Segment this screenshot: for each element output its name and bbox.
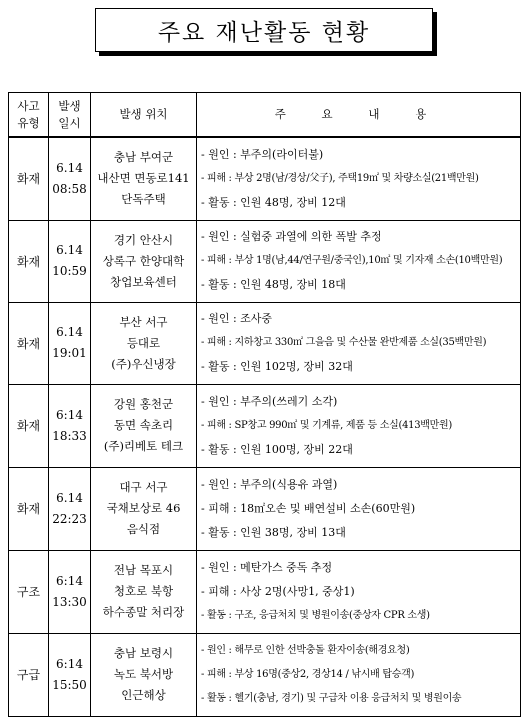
table-row <box>9 467 521 550</box>
cause-line: - 원인 : 부주의(식용유 과열) <box>201 477 338 491</box>
table-row <box>9 220 521 302</box>
incident-content <box>197 302 521 384</box>
table-row <box>9 384 521 467</box>
incident-type: 구조 <box>9 550 49 633</box>
incident-date: 6.14 08:58 <box>49 137 91 220</box>
incident-location: 강원 홍천군 동면 속초리 (주)리베토 테크 <box>91 384 197 467</box>
cause-line: - 원인 : 메탄가스 중독 추정 <box>201 560 333 574</box>
cause-line: - 원인 : 실험중 과열에 의한 폭발 추정 <box>201 230 382 243</box>
activity-line: - 활동 : 구조, 응급처치 및 병원이송(중상자 CPR 소생) <box>201 609 430 621</box>
cause-line: - 원인 : 부주의(라이터불) <box>201 147 324 161</box>
activity-line: - 활동 : 인원 102명, 장비 32대 <box>201 360 353 373</box>
incident-content <box>197 550 521 633</box>
incident-location: 충남 보령시 녹도 북서방 인근해상 <box>91 633 197 716</box>
damage-line: - 피해 : 부상 2명(남/경상/父子), 주택19㎡ 및 차량소실(21백만원) <box>201 172 479 184</box>
table-row <box>9 137 521 220</box>
cause-line: - 원인 : 부주의(쓰레기 소각) <box>201 394 338 408</box>
incident-content <box>197 220 521 302</box>
incident-location: 충남 부여군 내산면 면동로141 단독주택 <box>91 137 197 220</box>
damage-line: - 피해 : 부상 16명(중상2, 경상14 / 낚시배 탑승객) <box>201 668 415 680</box>
incident-type: 화재 <box>9 302 49 384</box>
incident-date: 6.14 22:23 <box>49 467 91 550</box>
table-header-row <box>9 93 521 138</box>
header-type: 사고 유형 <box>9 93 49 138</box>
incident-location: 대구 서구 국채보상로 46 음식점 <box>91 467 197 550</box>
incident-content <box>197 633 521 716</box>
incident-location: 전남 목포시 청호로 북항 하수종말 처리장 <box>91 550 197 633</box>
incident-location: 부산 서구 등대로 (주)우신냉장 <box>91 302 197 384</box>
table-row <box>9 633 521 716</box>
activity-line: - 활동 : 인원 48명, 장비 12대 <box>201 195 346 209</box>
incident-date: 6.14 10:59 <box>49 220 91 302</box>
incident-location: 경기 안산시 상록구 한양대학 창업보육센터 <box>91 220 197 302</box>
damage-line: - 피해 : SP창고 990㎡ 및 기계류, 제품 등 소실(413백만원) <box>201 419 452 431</box>
header-date: 발생 일시 <box>49 93 91 138</box>
cause-line: - 원인 : 해무로 인한 선박충돌 환자이송(해경요청) <box>201 644 410 656</box>
damage-line: - 피해 : 부상 1명(남,44/연구원/중국인),10㎡ 및 기자재 소손(10백만원) <box>201 255 503 266</box>
table-row <box>9 302 521 384</box>
incident-date: 6:14 18:33 <box>49 384 91 467</box>
table-row <box>9 550 521 633</box>
header-content: 주 요 내 용 <box>197 93 521 138</box>
damage-line: - 피해 : 지하창고 330㎡ 그을음 및 수산물 완반제품 소실(35백만원) <box>201 337 487 348</box>
incident-type: 구급 <box>9 633 49 716</box>
incident-content <box>197 137 521 220</box>
damage-line: - 피해 : 18㎡오손 및 배연설비 소손(60만원) <box>201 501 416 515</box>
incident-type: 화재 <box>9 220 49 302</box>
incident-content <box>197 384 521 467</box>
incident-type: 화재 <box>9 467 49 550</box>
incident-date: 6.14 19:01 <box>49 302 91 384</box>
activity-line: - 활동 : 인원 100명, 장비 22대 <box>201 442 353 456</box>
incident-content <box>197 467 521 550</box>
activity-line: - 활동 : 인원 38명, 장비 13대 <box>201 525 346 539</box>
incident-date: 6:14 13:30 <box>49 550 91 633</box>
activity-line: - 활동 : 인원 48명, 장비 18대 <box>201 278 346 291</box>
cause-line: - 원인 : 조사중 <box>201 312 273 325</box>
header-location: 발생 위치 <box>91 93 197 138</box>
incident-date: 6:14 15:50 <box>49 633 91 716</box>
incident-type: 화재 <box>9 137 49 220</box>
incident-type: 화재 <box>9 384 49 467</box>
activity-line: - 활동 : 헬기(충남, 경기) 및 구급차 이용 응급처치 및 병원이송 <box>201 692 462 704</box>
page-title: 주요 재난활동 현황 <box>95 8 433 52</box>
disaster-activity-table <box>8 92 521 717</box>
damage-line: - 피해 : 사상 2명(사망1, 중상1) <box>201 584 355 598</box>
